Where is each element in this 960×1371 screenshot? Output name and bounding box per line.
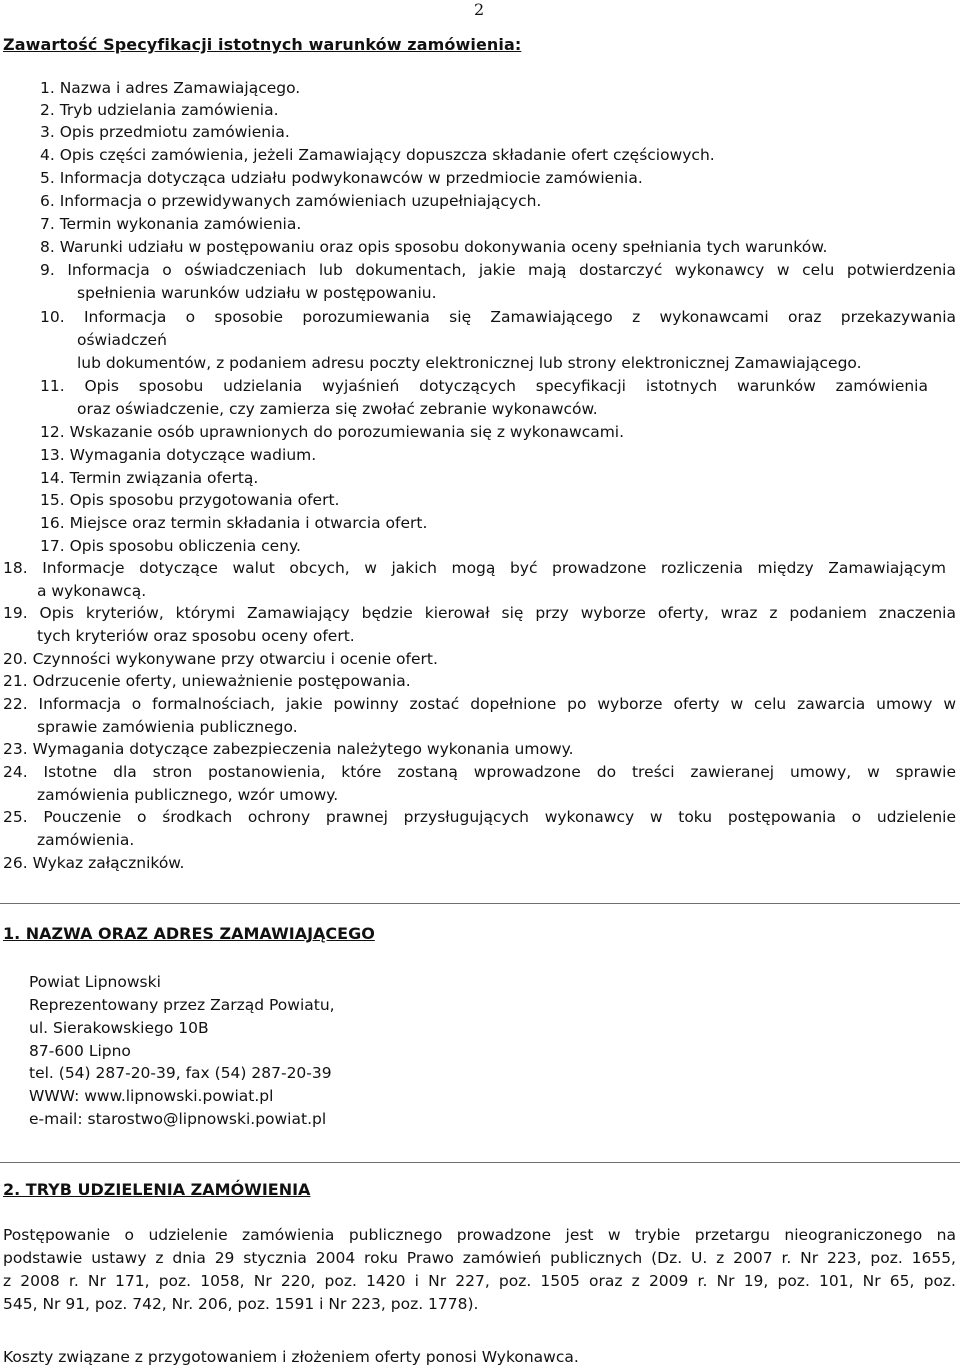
toc-line: 17. Opis sposobu obliczenia ceny. [40,537,301,555]
section-1-heading: 1. NAZWA ORAZ ADRES ZAMAWIAJĄCEGO [3,924,375,943]
toc-line: zamówienia publicznego, wzór umowy. [37,786,339,804]
toc-line: lub dokumentów, z podaniem adresu poczty elektronicznej lub strony elektronicznej Zamawiającego. [77,354,862,372]
toc-line: 24. Istotne dla stron postanowienia, które zostaną wprowadzone do treści zawieranej umowy, w sprawie [3,763,956,781]
address-line: 87-600 Lipno [29,1042,131,1060]
address-line: tel. (54) 287-20-39, fax (54) 287-20-39 [29,1064,332,1082]
toc-line: 12. Wskazanie osób uprawnionych do porozumiewania się z wykonawcami. [40,423,625,441]
address-line: e-mail: starostwo@lipnowski.powiat.pl [29,1110,327,1128]
toc-line: a wykonawcą. [37,582,147,600]
section-2-heading: 2. TRYB UDZIELENIA ZAMÓWIENIA [3,1180,311,1199]
toc-line: 16. Miejsce oraz termin składania i otwarcia ofert. [40,514,428,532]
cost-note: Koszty związane z przygotowaniem i złożeniem oferty ponosi Wykonawca. [3,1348,579,1366]
address-line: WWW: www.lipnowski.powiat.pl [29,1087,274,1105]
paragraph-line: z 2008 r. Nr 171, poz. 1058, Nr 220, poz. 1420 i Nr 227, poz. 1505 oraz z 2009 r. Nr 19, poz. 101, Nr 65, poz. [3,1272,956,1290]
toc-line: 26. Wykaz załączników. [3,854,185,872]
paragraph-line: podstawie ustawy z dnia 29 stycznia 2004 roku Prawo zamówień publicznych (Dz. U. z 2007 r. Nr 223, poz. 1655, [3,1249,956,1267]
toc-line: 2. Tryb udzielania zamówienia. [40,101,279,119]
toc-line: 15. Opis sposobu przygotowania ofert. [40,491,340,509]
paragraph-line: Postępowanie o udzielenie zamówienia publicznego prowadzone jest w trybie przetargu nieograniczonego na [3,1226,956,1244]
section-divider [0,1162,960,1163]
toc-line: 11. Opis sposobu udzielania wyjaśnień dotyczących specyfikacji istotnych warunków zamówienia [40,377,928,395]
toc-line: 3. Opis przedmiotu zamówienia. [40,123,290,141]
toc-line: 18. Informacje dotyczące walut obcych, w jakich mogą być prowadzone rozliczenia między Zamawiającym [3,559,946,577]
toc-line: oraz oświadczenie, czy zamierza się zwołać zebranie wykonawców. [77,400,598,418]
toc-line: oświadczeń [77,331,167,349]
toc-line: 19. Opis kryteriów, którymi Zamawiający będzie kierował się przy wyborze oferty, wraz z podaniem znaczenia [3,604,956,622]
paragraph-line: 545, Nr 91, poz. 742, Nr. 206, poz. 1591 i Nr 223, poz. 1778). [3,1295,479,1313]
address-line: Powiat Lipnowski [29,973,161,991]
toc-title: Zawartość Specyfikacji istotnych warunków zamówienia: [3,35,522,54]
toc-line: 9. Informacja o oświadczeniach lub dokumentach, jakie mają dostarczyć wykonawcy w celu potwierdzenia [40,261,956,279]
address-line: ul. Sierakowskiego 10B [29,1019,209,1037]
toc-line: 10. Informacja o sposobie porozumiewania się Zamawiającego z wykonawcami oraz przekazywania [40,308,956,326]
toc-line: 6. Informacja o przewidywanych zamówieniach uzupełniających. [40,192,542,210]
toc-line: 7. Termin wykonania zamówienia. [40,215,302,233]
toc-line: 25. Pouczenie o środkach ochrony prawnej przysługujących wykonawcy w toku postępowania o udzielenie [3,808,956,826]
toc-line: 22. Informacja o formalnościach, jakie powinny zostać dopełnione po wyborze oferty w celu zawarcia umowy w [3,695,956,713]
address-line: Reprezentowany przez Zarząd Powiatu, [29,996,335,1014]
toc-line: tych kryteriów oraz sposobu oceny ofert. [37,627,355,645]
toc-line: 1. Nazwa i adres Zamawiającego. [40,79,301,97]
page-number: 2 [474,0,485,19]
toc-line: 8. Warunki udziału w postępowaniu oraz opis sposobu dokonywania oceny spełniania tych warunków. [40,238,828,256]
toc-line: 13. Wymagania dotyczące wadium. [40,446,317,464]
toc-line: 23. Wymagania dotyczące zabezpieczenia należytego wykonania umowy. [3,740,574,758]
toc-line: zamówienia. [37,831,135,849]
toc-line: 20. Czynności wykonywane przy otwarciu i ocenie ofert. [3,650,438,668]
toc-line: 14. Termin związania ofertą. [40,469,259,487]
section-divider [0,903,960,904]
toc-line: spełnienia warunków udziału w postępowaniu. [77,284,437,302]
toc-line: 4. Opis części zamówienia, jeżeli Zamawiający dopuszcza składanie ofert częściowych. [40,146,715,164]
toc-line: 5. Informacja dotycząca udziału podwykonawców w przedmiocie zamówienia. [40,169,643,187]
toc-line: 21. Odrzucenie oferty, unieważnienie postępowania. [3,672,411,690]
toc-line: sprawie zamówienia publicznego. [37,718,298,736]
